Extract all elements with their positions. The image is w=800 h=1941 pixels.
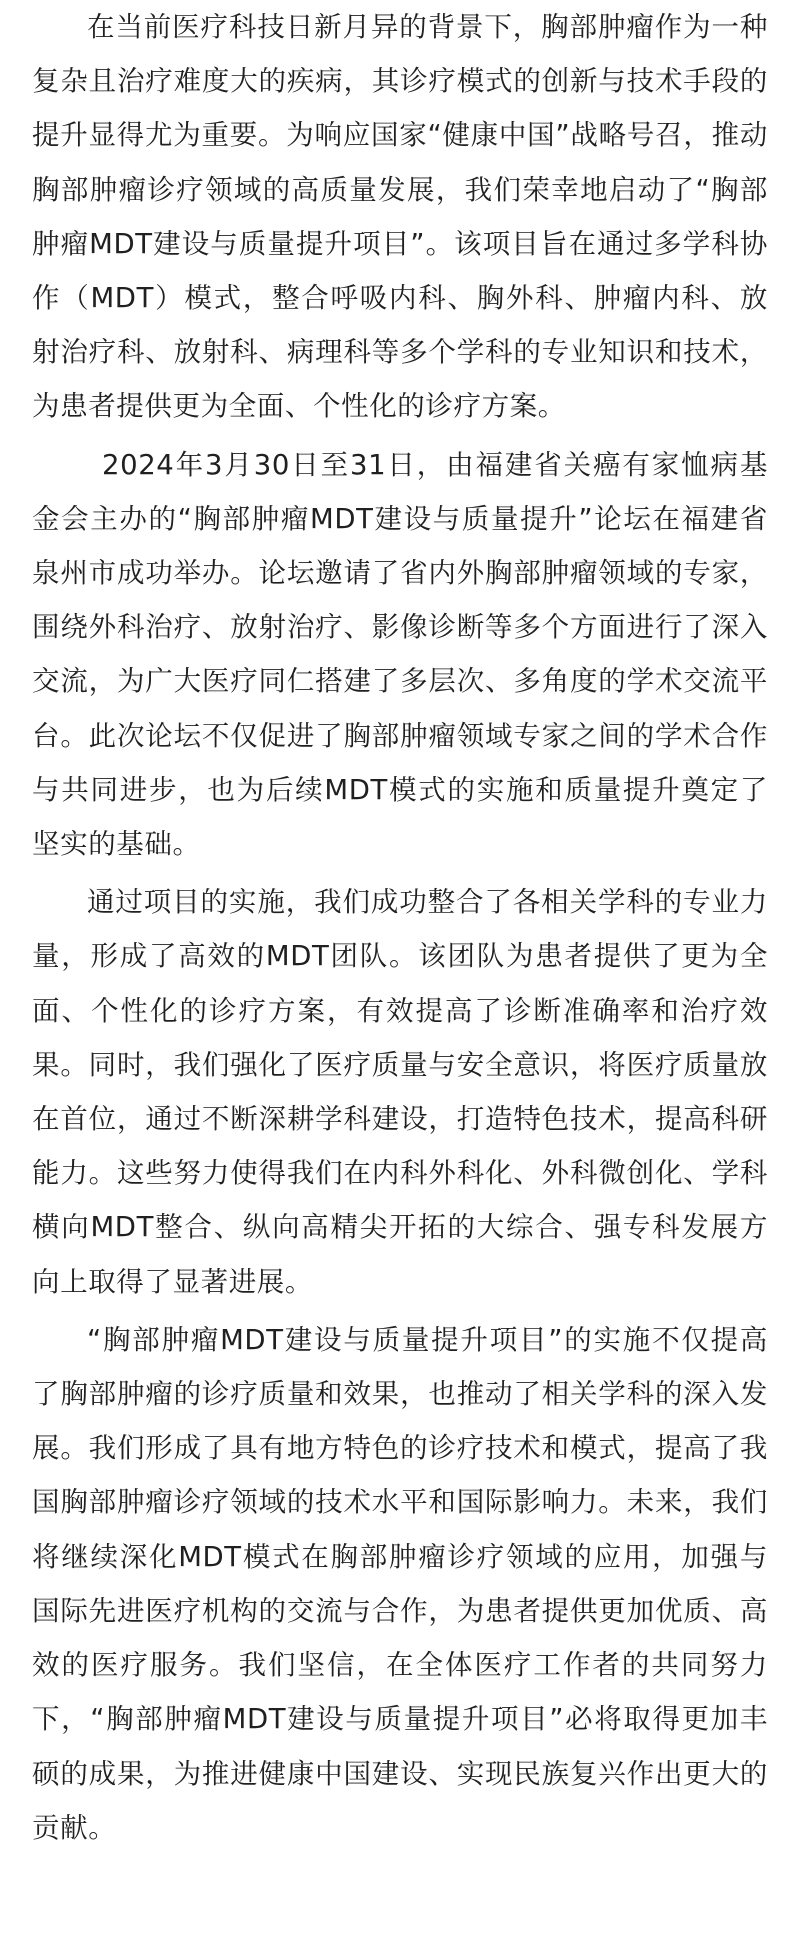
paragraph-outlook: “胸部肿瘤MDT建设与质量提升项目”的实施不仅提高了胸部肿瘤的诊疗质量和效果，也推动了相关学科的深入发展。我们形成了具有地方特色的诊疗技术和模式，提高了我国胸部肿瘤诊疗领域的技术水平和国际影响力。未来，我们将继续深化MDT模式在胸部肿瘤诊疗领域的应用，加强与国际先进医疗机构的交流与合作，为患者提供更加优质、高效的医疗服务。我们坚信，在全体医疗工作者的共同努力下，“胸部肿瘤MDT建设与质量提升项目”必将取得更加丰硕的成果，为推进健康中国建设、实现民族复兴作出更大的贡献。 [32, 1323, 768, 1844]
paragraph-intro: 在当前医疗科技日新月异的背景下，胸部肿瘤作为一种复杂且治疗难度大的疾病，其诊疗模式的创新与技术手段的提升显得尤为重要。为响应国家“健康中国”战略号召，推动胸部肿瘤诊疗领域的高质量发展，我们荣幸地启动了“胸部肿瘤MDT建设与质量提升项目”。该项目旨在通过多学科协作（MDT）模式，整合呼吸内科、胸外科、肿瘤内科、放射治疗科、放射科、病理科等多个学科的专业知识和技术，为患者提供更为全面、个性化的诊疗方案。 [32, 11, 768, 423]
article-body [32, 0, 768, 1855]
paragraph-forum: 2024年3月30日至31日，由福建省关癌有家恤病基金会主办的“胸部肿瘤MDT建设与质量提升”论坛在福建省泉州市成功举办。论坛邀请了省内外胸部肿瘤领域的专家，围绕外科治疗、放射治疗、影像诊断等多个方面进行了深入交流，为广大医疗同仁搭建了多层次、多角度的学术交流平台。此次论坛不仅促进了胸部肿瘤领域专家之间的学术合作与共同进步，也为后续MDT模式的实施和质量提升奠定了坚实的基础。 [32, 448, 768, 861]
paragraph-team: 通过项目的实施，我们成功整合了各相关学科的专业力量，形成了高效的MDT团队。该团队为患者提供了更为全面、个性化的诊疗方案，有效提高了诊断准确率和治疗效果。同时，我们强化了医疗质量与安全意识，将医疗质量放在首位，通过不断深耕学科建设，打造特色技术，提高科研能力。这些努力使得我们在内科外科化、外科微创化、学科横向MDT整合、纵向高精尖开拓的大综合、强专科发展方向上取得了显著进展。 [32, 886, 768, 1298]
